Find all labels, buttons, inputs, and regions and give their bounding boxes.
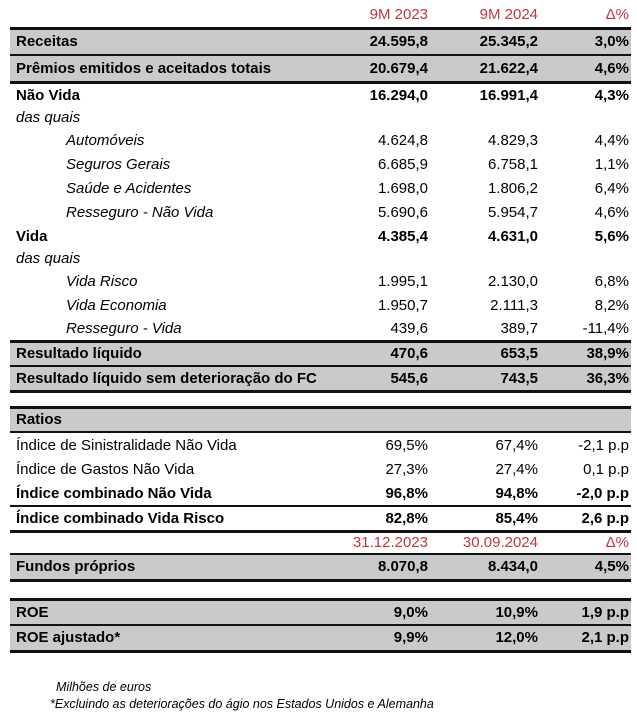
value-delta: -2,1 p.p bbox=[578, 436, 629, 454]
footnote-units: Milhões de euros bbox=[56, 679, 152, 694]
value-9m2024: 16.991,4 bbox=[479, 86, 538, 104]
table-row-saude-acidentes bbox=[10, 176, 631, 200]
value-9m2024: 5.954,7 bbox=[487, 203, 538, 221]
header-empty-cell bbox=[10, 2, 350, 28]
ratios-section-header bbox=[10, 407, 631, 432]
value-delta: 3,0% bbox=[540, 28, 631, 55]
value-9m2024: 653,5 bbox=[430, 341, 540, 366]
value-delta: 4,4% bbox=[594, 131, 629, 149]
table-row-vida-risco bbox=[10, 269, 631, 293]
row-label: Fundos próprios bbox=[10, 554, 350, 580]
footnote-asterisk: *Excluindo as deteriorações do ágio nos Estados Unidos e Alemanha bbox=[50, 696, 434, 711]
value-31122023: 8.070,8 bbox=[350, 554, 430, 580]
table-row-vida bbox=[10, 224, 631, 248]
table-row-automoveis bbox=[10, 128, 631, 152]
table-row-resseguro-nao-vida bbox=[10, 200, 631, 224]
header-date-2023: 31.12.2023 bbox=[350, 531, 430, 554]
row-label: Índice combinado Não Vida bbox=[10, 482, 350, 506]
value-9m2024: 85,4% bbox=[430, 506, 540, 531]
value-delta: 4,5% bbox=[540, 554, 631, 580]
value-9m2023: 4.385,4 bbox=[377, 227, 428, 245]
value-9m2024: 1.806,2 bbox=[487, 179, 538, 197]
header-delta-percent: Δ% bbox=[605, 5, 629, 23]
value-9m2024: 94,8% bbox=[430, 482, 540, 506]
row-label: Não Vida bbox=[16, 86, 80, 104]
value-delta: 4,6% bbox=[540, 55, 631, 82]
value-delta: 5,6% bbox=[594, 227, 629, 245]
value-delta: 36,3% bbox=[540, 366, 631, 391]
table-row-indice-combinado-vida-risco bbox=[10, 506, 631, 531]
row-label: ROE bbox=[10, 599, 350, 625]
header-period-9m2023: 9M 2023 bbox=[369, 5, 428, 23]
value-9m2024: 4.829,3 bbox=[487, 131, 538, 149]
value-9m2023: 1.950,7 bbox=[377, 296, 428, 314]
value-delta: -2,0 p.p bbox=[540, 482, 631, 506]
value-9m2023: 9,9% bbox=[350, 625, 430, 651]
value-9m2024: 10,9% bbox=[430, 599, 540, 625]
value-30092024: 8.434,0 bbox=[430, 554, 540, 580]
value-9m2023: 20.679,4 bbox=[350, 55, 430, 82]
row-label: Índice de Sinistralidade Não Vida bbox=[16, 436, 237, 454]
table-row-vida-economia bbox=[10, 293, 631, 317]
header-empty-cell bbox=[10, 531, 350, 554]
row-label: Índice de Gastos Não Vida bbox=[16, 461, 195, 478]
period-header-row bbox=[10, 2, 631, 28]
value-9m2023: 16.294,0 bbox=[369, 86, 428, 104]
value-delta: 2,1 p.p bbox=[540, 625, 631, 651]
value-delta: 1,9 p.p bbox=[540, 599, 631, 625]
table-row-resseguro-vida bbox=[10, 317, 631, 341]
value-9m2023: 1.995,1 bbox=[377, 272, 428, 290]
table-row-nao-vida bbox=[10, 82, 631, 107]
table-row-receitas bbox=[10, 28, 631, 55]
spacer bbox=[10, 580, 631, 599]
value-delta: 4,6% bbox=[594, 203, 629, 221]
table-row-roe bbox=[10, 599, 631, 625]
value-9m2024: 2.130,0 bbox=[487, 272, 538, 290]
table-row-das-quais bbox=[10, 248, 631, 269]
row-label: Seguros Gerais bbox=[66, 155, 171, 173]
value-9m2024: 27,4% bbox=[495, 461, 538, 478]
table-row-premios bbox=[10, 55, 631, 82]
row-label: ROE ajustado* bbox=[10, 625, 350, 651]
value-9m2023: 6.685,9 bbox=[377, 155, 428, 173]
value-9m2023: 96,8% bbox=[350, 482, 430, 506]
row-label: Resseguro - Não Vida bbox=[66, 203, 214, 221]
value-9m2024: 67,4% bbox=[495, 436, 538, 454]
table-row-roe-ajustado bbox=[10, 625, 631, 651]
value-delta: 1,1% bbox=[594, 155, 629, 173]
value-delta: 6,4% bbox=[594, 179, 629, 197]
value-9m2023: 82,8% bbox=[350, 506, 430, 531]
value-9m2023: 5.690,6 bbox=[377, 203, 428, 221]
date-header-row bbox=[10, 531, 631, 554]
value-9m2023: 9,0% bbox=[350, 599, 430, 625]
value-delta: 0,1 p.p bbox=[583, 461, 629, 478]
value-delta: 6,8% bbox=[594, 272, 629, 290]
footnotes bbox=[50, 679, 637, 713]
value-9m2023: 439,6 bbox=[390, 319, 428, 337]
table-row-resultado-liquido bbox=[10, 341, 631, 366]
spacer bbox=[10, 391, 631, 407]
ratios-title: Ratios bbox=[10, 407, 631, 432]
table-row-indice-sinistralidade bbox=[10, 432, 631, 457]
value-9m2024: 25.345,2 bbox=[430, 28, 540, 55]
row-label: Vida Risco bbox=[66, 272, 138, 290]
value-9m2023: 27,3% bbox=[385, 461, 428, 478]
value-9m2023: 4.624,8 bbox=[377, 131, 428, 149]
table-row-seguros-gerais bbox=[10, 152, 631, 176]
value-9m2024: 21.622,4 bbox=[430, 55, 540, 82]
row-label: das quais bbox=[16, 250, 81, 267]
row-label: Automóveis bbox=[66, 131, 145, 149]
value-9m2024: 4.631,0 bbox=[487, 227, 538, 245]
header-period-9m2024: 9M 2024 bbox=[479, 5, 538, 23]
value-9m2024: 389,7 bbox=[500, 319, 538, 337]
value-9m2024: 12,0% bbox=[430, 625, 540, 651]
value-9m2023: 24.595,8 bbox=[350, 28, 430, 55]
row-label: Saúde e Acidentes bbox=[66, 179, 192, 197]
value-9m2023: 1.698,0 bbox=[377, 179, 428, 197]
value-delta: 38,9% bbox=[540, 341, 631, 366]
value-delta: 4,3% bbox=[594, 86, 629, 104]
value-9m2023: 470,6 bbox=[350, 341, 430, 366]
table-row-das-quais bbox=[10, 107, 631, 128]
value-delta: 8,2% bbox=[594, 296, 629, 314]
value-9m2024: 2.111,3 bbox=[490, 296, 538, 314]
table-row-indice-combinado-nao-vida bbox=[10, 482, 631, 506]
value-9m2024: 6.758,1 bbox=[487, 155, 538, 173]
header-date-2024: 30.09.2024 bbox=[430, 531, 540, 554]
value-delta: -11,4% bbox=[582, 319, 629, 337]
table-row-indice-gastos bbox=[10, 457, 631, 482]
row-label: Vida Economia bbox=[66, 296, 167, 314]
table-row-fundos-proprios bbox=[10, 554, 631, 580]
row-label: Índice combinado Vida Risco bbox=[10, 506, 350, 531]
row-label: Receitas bbox=[10, 28, 350, 55]
row-label: das quais bbox=[16, 109, 81, 126]
value-delta: 2,6 p.p bbox=[540, 506, 631, 531]
row-label: Resultado líquido bbox=[10, 341, 350, 366]
results-table bbox=[10, 2, 631, 653]
value-9m2023: 69,5% bbox=[385, 436, 428, 454]
value-9m2023: 545,6 bbox=[350, 366, 430, 391]
row-label: Resseguro - Vida bbox=[66, 319, 182, 337]
table-row-resultado-liquido-sem-deterioracao bbox=[10, 366, 631, 391]
row-label: Resultado líquido sem deterioração do FC bbox=[10, 366, 350, 391]
value-9m2024: 743,5 bbox=[430, 366, 540, 391]
row-label: Prêmios emitidos e aceitados totais bbox=[10, 55, 350, 82]
row-label: Vida bbox=[16, 227, 48, 245]
header-delta-percent: Δ% bbox=[540, 531, 631, 554]
